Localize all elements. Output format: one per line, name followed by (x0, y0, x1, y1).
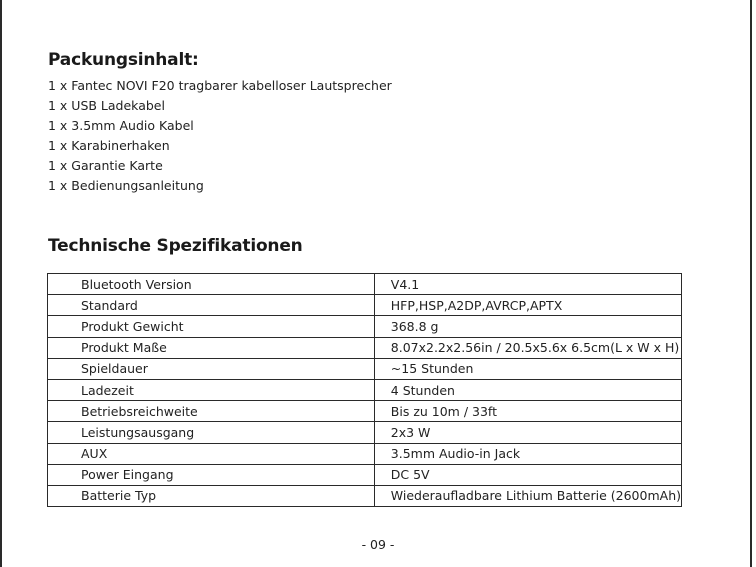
spec-label: Produkt Maße (48, 337, 375, 358)
spec-label: Spieldauer (48, 358, 375, 379)
spec-label: Standard (48, 295, 375, 316)
table-row (48, 401, 682, 422)
table-row (48, 485, 682, 506)
spec-label: Bluetooth Version (48, 274, 375, 295)
spec-label: Power Eingang (48, 464, 375, 485)
table-row (48, 295, 682, 316)
spec-value: 2x3 W (374, 422, 681, 443)
package-item: 1 x USB Ladekabel (48, 98, 165, 113)
table-row (48, 464, 682, 485)
package-contents-list (48, 76, 392, 196)
spec-value: ~15 Stunden (374, 358, 681, 379)
package-item: 1 x Bedienungsanleitung (48, 178, 204, 193)
spec-label: Produkt Gewicht (48, 316, 375, 337)
spec-label: Batterie Typ (48, 485, 375, 506)
table-row (48, 337, 682, 358)
spec-label: Ladezeit (48, 379, 375, 400)
spec-value: Bis zu 10m / 33ft (374, 401, 681, 422)
technical-specs-heading: Technische Spezifikationen (48, 236, 303, 256)
package-contents-heading: Packungsinhalt: (48, 50, 199, 70)
table-row (48, 358, 682, 379)
spec-value: DC 5V (374, 464, 681, 485)
table-row (48, 274, 682, 295)
spec-value: 4 Stunden (374, 379, 681, 400)
table-row (48, 443, 682, 464)
spec-value: 3.5mm Audio-in Jack (374, 443, 681, 464)
table-row (48, 422, 682, 443)
spec-value: HFP,HSP,A2DP,AVRCP,APTX (374, 295, 681, 316)
package-item: 1 x 3.5mm Audio Kabel (48, 118, 194, 133)
spec-label: AUX (48, 443, 375, 464)
page-number: - 09 - (361, 537, 395, 552)
table-row (48, 316, 682, 337)
spec-label: Leistungsausgang (48, 422, 375, 443)
package-item: 1 x Fantec NOVI F20 tragbarer kabelloser Lautsprecher (48, 78, 392, 93)
package-item: 1 x Karabinerhaken (48, 138, 170, 153)
specs-table (47, 273, 682, 507)
spec-label: Betriebsreichweite (48, 401, 375, 422)
table-row (48, 379, 682, 400)
package-item: 1 x Garantie Karte (48, 158, 163, 173)
spec-value: 368.8 g (374, 316, 681, 337)
spec-value: 8.07x2.2x2.56in / 20.5x5.6x 6.5cm(L x W x H) (374, 337, 681, 358)
spec-value: V4.1 (374, 274, 681, 295)
spec-value: Wiederaufladbare Lithium Batterie (2600mAh) (374, 485, 681, 506)
